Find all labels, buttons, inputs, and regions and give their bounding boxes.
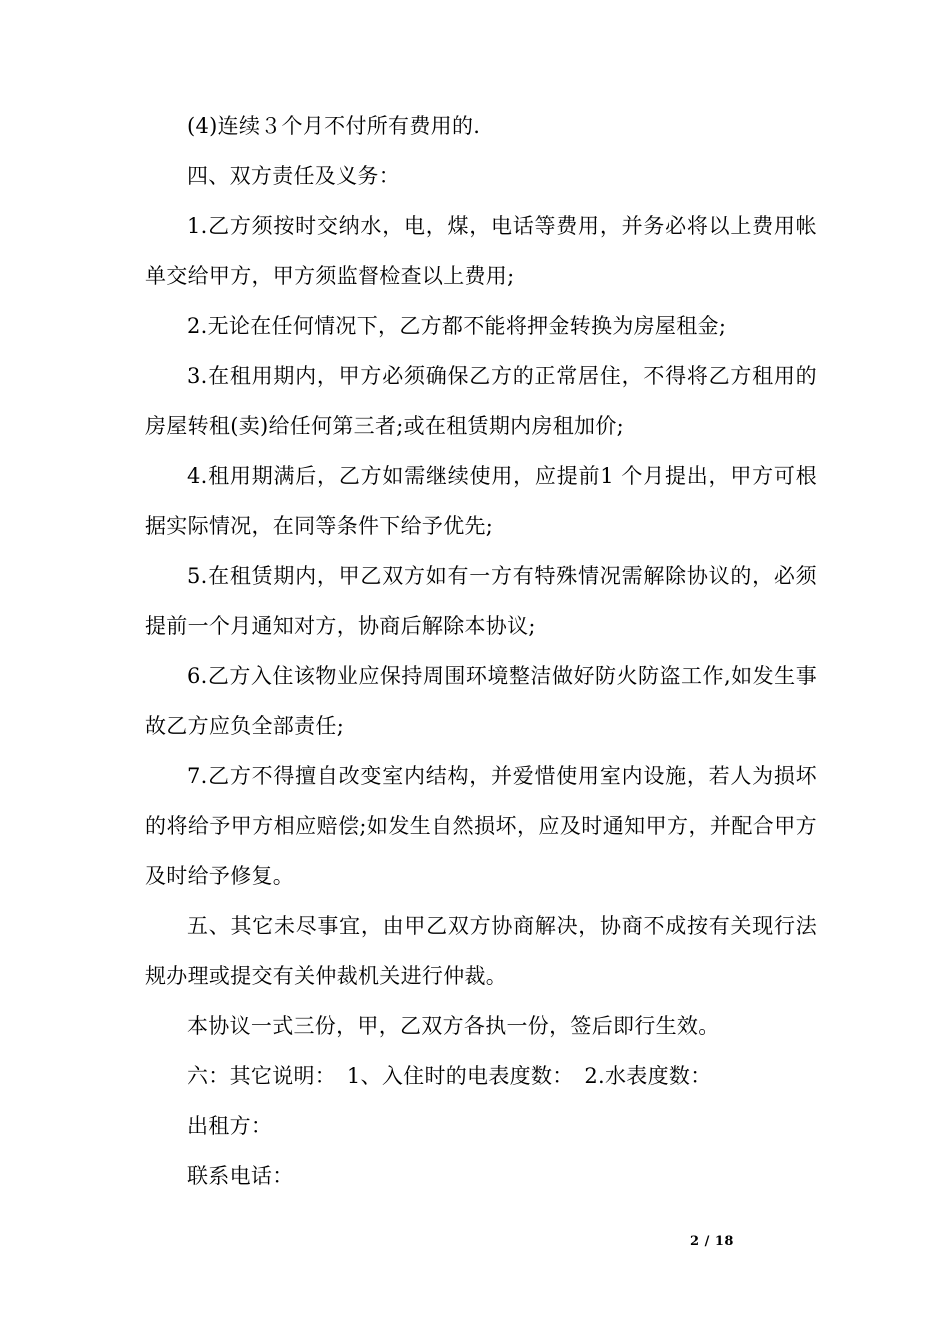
paragraph-section-5: 五、其它未尽事宜，由甲乙双方协商解决，协商不成按有关现行法规办理或提交有关仲裁机关进行仲裁。 bbox=[145, 914, 817, 988]
paragraph-section-4-heading: 四、双方责任及义务： bbox=[187, 164, 400, 188]
paragraph-section-6-notes: 六：其它说明： 1、入住时的电表度数： 2.水表度数： bbox=[187, 1064, 712, 1088]
paragraph-contact-phone: 联系电话： bbox=[187, 1164, 294, 1188]
paragraph-duty-5: 5.在租赁期内，甲乙双方如有一方有特殊情况需解除协议的，必须提前一个月通知对方，协商后解除本协议; bbox=[145, 564, 817, 638]
paragraph-duty-3: 3.在租用期内，甲方必须确保乙方的正常居住，不得将乙方租用的房屋转租(卖)给任何第三者;或在租赁期内房租加价; bbox=[145, 364, 817, 438]
paragraph-duty-2: 2.无论在任何情况下，乙方都不能将押金转换为房屋租金; bbox=[187, 314, 727, 338]
paragraph-duty-1: 1.乙方须按时交纳水，电，煤，电话等费用，并务必将以上费用帐单交给甲方，甲方须监督检查以上费用; bbox=[145, 214, 817, 288]
paragraph-clause-4-4: (4)连续３个月不付所有费用的. bbox=[187, 114, 481, 138]
paragraph-duty-6: 6.乙方入住该物业应保持周围环境整洁做好防火防盗工作,如发生事故乙方应负全部责任; bbox=[145, 664, 817, 738]
document-body bbox=[145, 101, 817, 1201]
paragraph-copies: 本协议一式三份，甲，乙双方各执一份，签后即行生效。 bbox=[187, 1014, 720, 1038]
paragraph-lessor: 出租方： bbox=[187, 1114, 273, 1138]
paragraph-duty-4: 4.租用期满后，乙方如需继续使用，应提前1 个月提出，甲方可根据实际情况，在同等条件下给予优先; bbox=[145, 464, 817, 538]
paragraph-duty-7: 7.乙方不得擅自改变室内结构，并爱惜使用室内设施，若人为损坏的将给予甲方相应赔偿;如发生自然损坏，应及时通知甲方，并配合甲方及时给予修复。 bbox=[145, 764, 817, 888]
page-number: 2 / 18 bbox=[690, 1234, 734, 1249]
